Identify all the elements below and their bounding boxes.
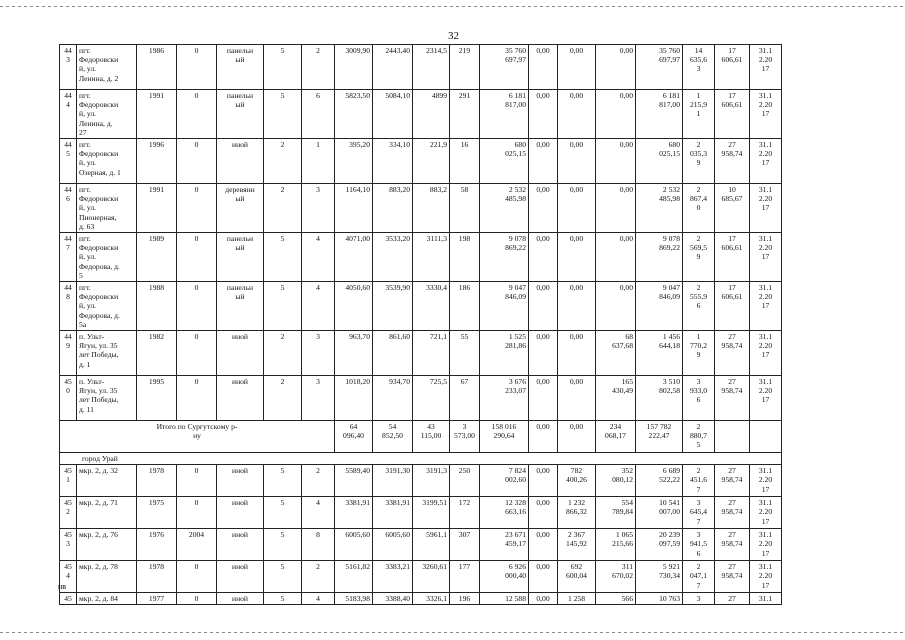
cell-fund-owners: 3 510 802,58 — [636, 376, 683, 421]
cell-fund-owners: 20 239 097,59 — [636, 529, 683, 561]
cell-fund-municipal: 0,00 — [596, 90, 636, 139]
cell-fund-regional: 1 232 866,32 — [558, 497, 596, 529]
cell-no: 44 8 — [60, 282, 77, 331]
cell-area-rooms: 861,60 — [373, 331, 413, 376]
cell-planned-date: 31.1 2.20 17 — [750, 465, 782, 497]
cell-no: 45 0 — [60, 376, 77, 421]
cell-entrances: 4 — [302, 593, 335, 605]
table-row — [60, 90, 782, 139]
cell-floors: 5 — [264, 497, 302, 529]
cell-area-living: 3199,51 — [413, 497, 450, 529]
total-total-area: 64 096,40 — [335, 421, 373, 453]
cell-year-reconstructed: 0 — [177, 561, 217, 593]
cell-area-living: 3330,4 — [413, 282, 450, 331]
table-row — [60, 233, 782, 282]
cell-fund-regional: 1 258 — [558, 593, 596, 605]
cell-fund-regional: 0,00 — [558, 90, 596, 139]
cell-planned-date: 31.1 2.20 17 — [750, 90, 782, 139]
cell-wall-material: деревянн ый — [217, 184, 264, 233]
cell-fund-federal: 0,00 — [529, 282, 558, 331]
cell-no: 44 5 — [60, 139, 77, 184]
cell-planned-date: 31.1 2.20 17 — [750, 45, 782, 90]
total-fund-owners: 157 782 222,47 — [636, 421, 683, 453]
cell-area-living: 725,5 — [413, 376, 450, 421]
cell-area-rooms: 3191,30 — [373, 465, 413, 497]
cell-planned-date: 31.1 2.20 17 — [750, 561, 782, 593]
cell-entrances: 3 — [302, 376, 335, 421]
cell-limit-cost: 27 958,74 — [715, 376, 750, 421]
cell-area-rooms: 2443,40 — [373, 45, 413, 90]
cell-floors: 5 — [264, 282, 302, 331]
empty-cell — [750, 421, 782, 453]
cell-residents: 307 — [450, 529, 480, 561]
cell-year-reconstructed: 0 — [177, 465, 217, 497]
cell-residents: 58 — [450, 184, 480, 233]
cell-address: п. Ульт- Ягун, ул. 35 лет Победы, д. 1 — [77, 331, 137, 376]
cell-specific-cost: 1 770,2 9 — [683, 331, 715, 376]
cell-floors: 5 — [264, 529, 302, 561]
cell-cost-total: 3 676 233,07 — [480, 376, 529, 421]
cell-entrances: 4 — [302, 497, 335, 529]
cell-wall-material: панельн ый — [217, 45, 264, 90]
cell-entrances: 4 — [302, 282, 335, 331]
cell-entrances: 3 — [302, 331, 335, 376]
cell-fund-regional: 2 367 145,92 — [558, 529, 596, 561]
cell-no: 45 1 — [60, 465, 77, 497]
cell-fund-federal: 0,00 — [529, 529, 558, 561]
cell-entrances: 4 — [302, 233, 335, 282]
cell-year-reconstructed: 0 — [177, 139, 217, 184]
total-area-rooms: 54 852,50 — [373, 421, 413, 453]
cell-fund-federal: 0,00 — [529, 331, 558, 376]
cell-entrances: 3 — [302, 184, 335, 233]
cell-total-area: 3009,90 — [335, 45, 373, 90]
cell-wall-material: панельн ый — [217, 282, 264, 331]
cell-total-area: 5161,82 — [335, 561, 373, 593]
cell-cost-total: 12 588 — [480, 593, 529, 605]
cell-address: пгт. Федоровски й, ул. Федорова, д. 5а — [77, 282, 137, 331]
cell-fund-regional: 0,00 — [558, 282, 596, 331]
cell-specific-cost: 3 — [683, 593, 715, 605]
cell-no: 44 7 — [60, 233, 77, 282]
cell-fund-municipal: 554 789,84 — [596, 497, 636, 529]
total-fund-federal: 0,00 — [529, 421, 558, 453]
cell-year-built: 1996 — [137, 139, 177, 184]
cell-residents: 250 — [450, 465, 480, 497]
cell-area-living: 2314,5 — [413, 45, 450, 90]
cell-year-built: 1988 — [137, 282, 177, 331]
cell-limit-cost: 27 958,74 — [715, 331, 750, 376]
table-row — [60, 465, 782, 497]
cell-area-rooms: 3388,40 — [373, 593, 413, 605]
cell-fund-regional: 0,00 — [558, 45, 596, 90]
cell-floors: 2 — [264, 139, 302, 184]
cell-specific-cost: 2 569,5 9 — [683, 233, 715, 282]
cell-cost-total: 2 532 485,98 — [480, 184, 529, 233]
cell-area-living: 721,1 — [413, 331, 450, 376]
cell-residents: 177 — [450, 561, 480, 593]
total-fund-municipal: 234 068,17 — [596, 421, 636, 453]
cell-year-reconstructed: 0 — [177, 282, 217, 331]
cell-no: 44 4 — [60, 90, 77, 139]
cell-planned-date: 31.1 2.20 17 — [750, 184, 782, 233]
cell-fund-federal: 0,00 — [529, 90, 558, 139]
cell-total-area: 5183,98 — [335, 593, 373, 605]
cell-address: пгт. Федоровски й, ул. Озерная, д. 1 — [77, 139, 137, 184]
cell-fund-owners: 2 532 485,98 — [636, 184, 683, 233]
cell-fund-municipal: 0,00 — [596, 139, 636, 184]
cell-fund-owners: 680 025,15 — [636, 139, 683, 184]
cell-specific-cost: 2 555,9 6 — [683, 282, 715, 331]
cell-residents: 198 — [450, 233, 480, 282]
cell-fund-owners: 10 763 — [636, 593, 683, 605]
scan-edge-bottom — [0, 632, 905, 633]
cell-year-built: 1977 — [137, 593, 177, 605]
cell-residents: 196 — [450, 593, 480, 605]
cell-address: мкр. 2, д. 78 — [77, 561, 137, 593]
cell-limit-cost: 17 606,61 — [715, 45, 750, 90]
cell-cost-total: 23 671 459,17 — [480, 529, 529, 561]
cell-fund-municipal: 0,00 — [596, 282, 636, 331]
cell-wall-material: панельн ый — [217, 90, 264, 139]
cell-year-built: 1982 — [137, 331, 177, 376]
total-label: Итого по Сургутскому р- ну — [60, 421, 335, 453]
cell-total-area: 963,70 — [335, 331, 373, 376]
cell-area-rooms: 3383,21 — [373, 561, 413, 593]
cell-specific-cost: 3 645,4 7 — [683, 497, 715, 529]
cell-residents: 186 — [450, 282, 480, 331]
cell-floors: 5 — [264, 90, 302, 139]
table-row — [60, 561, 782, 593]
cell-address: п. Ульт- Ягун, ул. 35 лет Победы, д. 11 — [77, 376, 137, 421]
cell-fund-owners: 9 078 869,22 — [636, 233, 683, 282]
cell-year-reconstructed: 0 — [177, 233, 217, 282]
cell-year-built: 1991 — [137, 90, 177, 139]
cell-fund-regional: 0,00 — [558, 331, 596, 376]
cell-floors: 5 — [264, 233, 302, 282]
cell-floors: 2 — [264, 184, 302, 233]
cell-year-reconstructed: 0 — [177, 497, 217, 529]
cell-area-living: 3111,3 — [413, 233, 450, 282]
cell-fund-municipal: 0,00 — [596, 184, 636, 233]
cell-address: мкр. 2, д. 32 — [77, 465, 137, 497]
table-row — [60, 282, 782, 331]
cell-planned-date: 31.1 2.20 17 — [750, 331, 782, 376]
cell-address: мкр. 2, д. 71 — [77, 497, 137, 529]
cell-fund-federal: 0,00 — [529, 45, 558, 90]
cell-fund-municipal: 566 — [596, 593, 636, 605]
total-cost-total: 158 016 290,64 — [480, 421, 529, 453]
cell-area-rooms: 3381,91 — [373, 497, 413, 529]
cell-fund-owners: 35 760 697,97 — [636, 45, 683, 90]
cell-floors: 2 — [264, 376, 302, 421]
cell-year-built: 1978 — [137, 465, 177, 497]
cell-address: пгт. Федоровски й, ул. Пионерная, д. 63 — [77, 184, 137, 233]
cell-fund-federal: 0,00 — [529, 139, 558, 184]
cell-area-living: 3326,1 — [413, 593, 450, 605]
table-row — [60, 331, 782, 376]
cell-entrances: 2 — [302, 45, 335, 90]
cell-residents: 16 — [450, 139, 480, 184]
cell-limit-cost: 17 606,61 — [715, 233, 750, 282]
cell-fund-federal: 0,00 — [529, 184, 558, 233]
cell-specific-cost: 2 867,4 0 — [683, 184, 715, 233]
cell-year-built: 1978 — [137, 561, 177, 593]
cell-planned-date: 31.1 2.20 17 — [750, 139, 782, 184]
cell-year-reconstructed: 0 — [177, 90, 217, 139]
cell-planned-date: 31.1 2.20 17 — [750, 376, 782, 421]
cell-residents: 291 — [450, 90, 480, 139]
cell-fund-owners: 6 181 817,00 — [636, 90, 683, 139]
cell-limit-cost: 27 958,74 — [715, 139, 750, 184]
cell-year-built: 1976 — [137, 529, 177, 561]
cell-total-area: 6005,60 — [335, 529, 373, 561]
cell-fund-owners: 10 541 007,00 — [636, 497, 683, 529]
cell-fund-owners: 5 921 730,34 — [636, 561, 683, 593]
table-row — [60, 593, 782, 605]
scan-edge-top — [0, 6, 905, 7]
cell-specific-cost: 2 451,6 7 — [683, 465, 715, 497]
cell-total-area: 395,20 — [335, 139, 373, 184]
cell-fund-federal: 0,00 — [529, 376, 558, 421]
cell-no: 44 3 — [60, 45, 77, 90]
cell-limit-cost: 17 606,61 — [715, 282, 750, 331]
cell-area-rooms: 934,70 — [373, 376, 413, 421]
cell-floors: 2 — [264, 331, 302, 376]
cell-year-built: 1991 — [137, 184, 177, 233]
cell-address: пгт. Федоровски й, ул. Ленина, д. 27 — [77, 90, 137, 139]
cell-limit-cost: 10 685,67 — [715, 184, 750, 233]
footer-note: нв — [58, 582, 67, 591]
cell-specific-cost: 2 035,3 9 — [683, 139, 715, 184]
cell-fund-regional: 0,00 — [558, 233, 596, 282]
cell-year-built: 1989 — [137, 233, 177, 282]
cell-fund-municipal: 311 670,02 — [596, 561, 636, 593]
cell-fund-regional: 782 400,26 — [558, 465, 596, 497]
cell-entrances: 6 — [302, 90, 335, 139]
table-row — [60, 45, 782, 90]
cell-cost-total: 6 926 000,40 — [480, 561, 529, 593]
cell-floors: 5 — [264, 561, 302, 593]
cell-fund-municipal: 0,00 — [596, 233, 636, 282]
cell-no: 44 9 — [60, 331, 77, 376]
cell-no: 45 — [60, 593, 77, 605]
cell-fund-municipal: 165 430,49 — [596, 376, 636, 421]
cell-total-area: 5589,40 — [335, 465, 373, 497]
housing-repair-table — [59, 44, 782, 605]
cell-fund-federal: 0,00 — [529, 497, 558, 529]
cell-limit-cost: 27 958,74 — [715, 465, 750, 497]
cell-fund-federal: 0,00 — [529, 465, 558, 497]
page-number: 32 — [448, 30, 459, 42]
total-residents: 3 573,00 — [450, 421, 480, 453]
cell-fund-municipal: 68 637,68 — [596, 331, 636, 376]
cell-year-reconstructed: 0 — [177, 331, 217, 376]
cell-fund-regional: 0,00 — [558, 184, 596, 233]
cell-area-rooms: 3533,20 — [373, 233, 413, 282]
cell-specific-cost: 1 215,9 1 — [683, 90, 715, 139]
cell-fund-regional: 692 600,04 — [558, 561, 596, 593]
cell-total-area: 5823,50 — [335, 90, 373, 139]
cell-cost-total: 680 025,15 — [480, 139, 529, 184]
cell-residents: 55 — [450, 331, 480, 376]
cell-cost-total: 35 760 697,97 — [480, 45, 529, 90]
cell-area-rooms: 334,10 — [373, 139, 413, 184]
table-row — [60, 184, 782, 233]
section-title: город Урай — [60, 453, 782, 465]
cell-address: пгт. Федоровски й, ул. Ленина, д. 2 — [77, 45, 137, 90]
cell-area-living: 883,2 — [413, 184, 450, 233]
cell-total-area: 4050,60 — [335, 282, 373, 331]
table-row — [60, 529, 782, 561]
cell-fund-municipal: 352 080,12 — [596, 465, 636, 497]
cell-year-reconstructed: 0 — [177, 45, 217, 90]
cell-area-living: 3191,3 — [413, 465, 450, 497]
cell-fund-owners: 6 689 522,22 — [636, 465, 683, 497]
cell-wall-material: иной — [217, 497, 264, 529]
cell-cost-total: 7 824 002,60 — [480, 465, 529, 497]
cell-cost-total: 6 181 817,00 — [480, 90, 529, 139]
cell-address: пгт. Федоровски й, ул. Федорова, д. 5 — [77, 233, 137, 282]
cell-fund-owners: 1 456 644,18 — [636, 331, 683, 376]
cell-total-area: 1018,20 — [335, 376, 373, 421]
total-area-living: 43 115,00 — [413, 421, 450, 453]
cell-area-rooms: 6005,60 — [373, 529, 413, 561]
cell-area-rooms: 883,20 — [373, 184, 413, 233]
cell-entrances: 2 — [302, 561, 335, 593]
cell-area-living: 4899 — [413, 90, 450, 139]
cell-cost-total: 12 328 663,16 — [480, 497, 529, 529]
cell-no: 45 4 — [60, 561, 77, 593]
cell-limit-cost: 27 958,74 — [715, 529, 750, 561]
cell-limit-cost: 27 — [715, 593, 750, 605]
table-row — [60, 376, 782, 421]
cell-no: 45 3 — [60, 529, 77, 561]
cell-year-reconstructed: 2004 — [177, 529, 217, 561]
cell-planned-date: 31.1 2.20 17 — [750, 497, 782, 529]
cell-no: 45 2 — [60, 497, 77, 529]
cell-specific-cost: 3 941,5 6 — [683, 529, 715, 561]
table-row — [60, 497, 782, 529]
cell-planned-date: 31.1 2.20 17 — [750, 529, 782, 561]
cell-address: мкр. 2, д. 76 — [77, 529, 137, 561]
cell-entrances: 1 — [302, 139, 335, 184]
cell-fund-regional: 0,00 — [558, 376, 596, 421]
cell-total-area: 4071,00 — [335, 233, 373, 282]
cell-limit-cost: 17 606,61 — [715, 90, 750, 139]
cell-wall-material: панельн ый — [217, 233, 264, 282]
cell-year-reconstructed: 0 — [177, 184, 217, 233]
total-fund-regional: 0,00 — [558, 421, 596, 453]
cell-area-living: 5961,1 — [413, 529, 450, 561]
cell-year-built: 1986 — [137, 45, 177, 90]
cell-wall-material: иной — [217, 331, 264, 376]
cell-wall-material: иной — [217, 465, 264, 497]
cell-area-living: 221,9 — [413, 139, 450, 184]
table-row — [60, 139, 782, 184]
cell-fund-municipal: 0,00 — [596, 45, 636, 90]
cell-fund-owners: 9 047 846,09 — [636, 282, 683, 331]
cell-fund-federal: 0,00 — [529, 233, 558, 282]
cell-fund-federal: 0,00 — [529, 593, 558, 605]
total-row — [60, 421, 782, 453]
cell-address: мкр. 2, д. 84 — [77, 593, 137, 605]
cell-year-reconstructed: 0 — [177, 376, 217, 421]
cell-floors: 5 — [264, 45, 302, 90]
cell-limit-cost: 27 958,74 — [715, 561, 750, 593]
cell-year-reconstructed: 0 — [177, 593, 217, 605]
cell-year-built: 1975 — [137, 497, 177, 529]
cell-no: 44 6 — [60, 184, 77, 233]
cell-specific-cost: 2 047,1 7 — [683, 561, 715, 593]
cell-residents: 67 — [450, 376, 480, 421]
cell-fund-municipal: 1 065 215,66 — [596, 529, 636, 561]
cell-year-built: 1995 — [137, 376, 177, 421]
cell-area-rooms: 5084,10 — [373, 90, 413, 139]
cell-area-rooms: 3539,90 — [373, 282, 413, 331]
cell-total-area: 1164,10 — [335, 184, 373, 233]
section-row — [60, 453, 782, 465]
cell-total-area: 3381,91 — [335, 497, 373, 529]
cell-wall-material: иной — [217, 593, 264, 605]
cell-limit-cost: 27 958,74 — [715, 497, 750, 529]
cell-cost-total: 1 525 281,86 — [480, 331, 529, 376]
cell-specific-cost: 14 635,6 3 — [683, 45, 715, 90]
cell-floors: 5 — [264, 465, 302, 497]
cell-wall-material: иной — [217, 376, 264, 421]
cell-entrances: 2 — [302, 465, 335, 497]
cell-specific-cost: 3 933,0 6 — [683, 376, 715, 421]
cell-wall-material: иной — [217, 139, 264, 184]
cell-planned-date: 31.1 2.20 17 — [750, 282, 782, 331]
cell-residents: 172 — [450, 497, 480, 529]
cell-floors: 5 — [264, 593, 302, 605]
cell-fund-regional: 0,00 — [558, 139, 596, 184]
cell-residents: 219 — [450, 45, 480, 90]
cell-area-living: 3260,61 — [413, 561, 450, 593]
total-specific-cost: 2 880,7 5 — [683, 421, 715, 453]
cell-fund-federal: 0,00 — [529, 561, 558, 593]
cell-cost-total: 9 078 869,22 — [480, 233, 529, 282]
empty-cell — [715, 421, 750, 453]
cell-entrances: 8 — [302, 529, 335, 561]
cell-planned-date: 31.1 2.20 17 — [750, 233, 782, 282]
cell-planned-date: 31.1 — [750, 593, 782, 605]
cell-wall-material: иной — [217, 561, 264, 593]
cell-wall-material: иной — [217, 529, 264, 561]
cell-cost-total: 9 047 846,09 — [480, 282, 529, 331]
